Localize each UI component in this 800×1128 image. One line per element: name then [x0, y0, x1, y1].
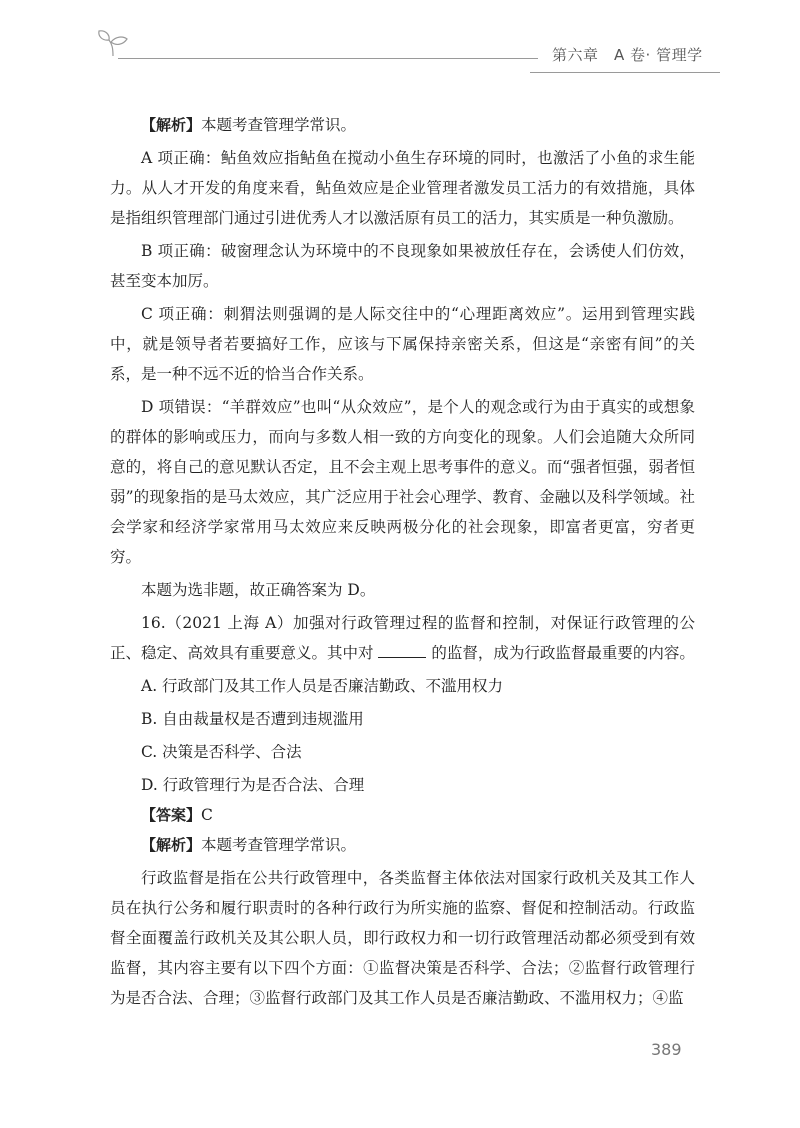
page-header	[0, 0, 800, 80]
page-body	[110, 110, 695, 1013]
paragraph-supervision: 行政监督是指在公共行政管理中，各类监督主体依法对国家行政机关及其工作人员在执行公务和履行职责时的各种行政行为所实施的监察、督促和控制活动。行政监督全面覆盖行政机关及其公职人员，即行政权力和一切行政管理活动都必须受到有效监督，其内容主要有以下四个方面：①监督决策是否科学、合法；②监督行政管理行为是否合法、合理；③监督行政部门及其工作人员是否廉洁勤政、不滥用权力；④监	[110, 869, 695, 1007]
header-rule	[118, 58, 538, 59]
answer-blank	[378, 641, 426, 658]
answer-label: 【答案】	[141, 806, 202, 824]
page-number: 389	[651, 1040, 682, 1059]
paragraph-option-d: D 项错误：“羊群效应”也叫“从众效应”，是个人的观念或行为由于真实的或想象的群体的影响或压力，而向与多数人相一致的方向变化的现象。人们会追随大众所同意的，将自己的意见默认否定，且不会主观上思考事件的意义。而“强者恒强，弱者恒弱”的现象指的是马太效应，其广泛应用于社会心理学、教育、金融以及科学领域。社会学家和经济学家常用马太效应来反映两极分化的社会现象，即富者更富，穷者更穷。	[110, 398, 695, 566]
analysis-text: 本题考查管理学常识。	[201, 116, 357, 134]
paragraph-conclusion: 本题为选非题，故正确答案为 D。	[141, 581, 376, 599]
analysis-label: 【解析】	[141, 116, 202, 134]
paragraph-option-c: C 项正确：刺猬法则强调的是人际交往中的“心理距离效应”。运用到管理实践中，就是领导者若要搞好工作，应该与下属保持亲密关系，但这是“亲密有间”的关系，是一种不远不近的恰当合作关系。	[110, 305, 695, 383]
answer-value: C	[201, 806, 213, 824]
paragraph-option-a: A 项正确：鲇鱼效应指鲇鱼在搅动小鱼生存环境的同时，也激活了小鱼的求生能力。从人才开发的角度来看，鲇鱼效应是企业管理者激发员工活力的有效措施，具体是指组织管理部门通过引进优秀人才以激活原有员工的活力，其实质是一种负激励。	[110, 149, 695, 227]
choice-d: D. 行政管理行为是否合法、合理	[141, 776, 365, 794]
choice-a: A. 行政部门及其工作人员是否廉洁勤政、不滥用权力	[141, 677, 504, 695]
choice-c: C. 决策是否科学、合法	[141, 743, 302, 761]
question-text-after: 的监督，成为行政监督最重要的内容。	[426, 644, 695, 662]
analysis-label-2: 【解析】	[141, 836, 202, 854]
analysis-heading	[110, 110, 695, 140]
sprout-icon	[96, 28, 130, 58]
paragraph-option-b: B 项正确：破窗理念认为环境中的不良现象如果被放任存在，会诱使人们仿效，甚至变本加厉。	[110, 242, 695, 290]
question-text-before: 16.（2021 上海 A）加强对行政管理过程的监督和控制，对保证行政管理的公正、稳定、高效具有重要意义。其中对	[110, 614, 695, 662]
analysis-heading-2	[110, 830, 695, 860]
analysis-text-2: 本题考查管理学常识。	[201, 836, 357, 854]
answer-line	[110, 800, 695, 830]
question-16	[110, 608, 695, 668]
chapter-title: 第六章 A 卷· 管理学	[552, 46, 703, 64]
choice-b: B. 自由裁量权是否遭到违规滥用	[141, 710, 364, 728]
